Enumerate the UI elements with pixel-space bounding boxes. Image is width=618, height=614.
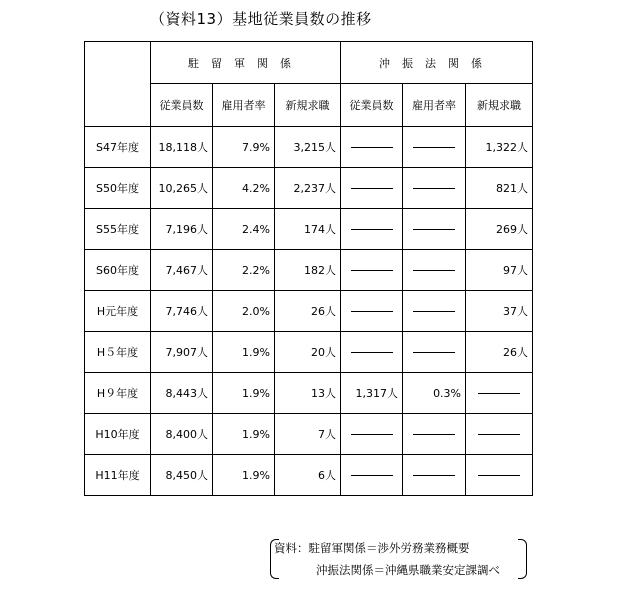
header-sub: 従業員数 xyxy=(341,84,403,127)
employee-table xyxy=(84,41,533,496)
value-cell: 18,118人 xyxy=(151,127,213,168)
empty-dash-cell xyxy=(466,455,533,496)
value-cell: 1.9% xyxy=(213,332,275,373)
empty-dash-cell xyxy=(403,455,466,496)
dash-line xyxy=(413,352,455,353)
dash-line xyxy=(351,229,393,230)
dash-line xyxy=(413,147,455,148)
dash-line xyxy=(478,475,520,476)
table-row xyxy=(85,455,533,496)
year-cell: S47年度 xyxy=(85,127,151,168)
empty-dash-cell xyxy=(341,332,403,373)
value-cell: 7,907人 xyxy=(151,332,213,373)
year-cell: S60年度 xyxy=(85,250,151,291)
year-cell: H11年度 xyxy=(85,455,151,496)
table-row xyxy=(85,168,533,209)
value-cell: 10,265人 xyxy=(151,168,213,209)
value-cell: 821人 xyxy=(466,168,533,209)
dash-line xyxy=(478,434,520,435)
value-cell: 1.9% xyxy=(213,373,275,414)
value-cell: 1,317人 xyxy=(341,373,403,414)
value-cell: 13人 xyxy=(275,373,341,414)
value-cell: 1,322人 xyxy=(466,127,533,168)
dash-line xyxy=(351,311,393,312)
dash-line xyxy=(413,311,455,312)
value-cell: 2.0% xyxy=(213,291,275,332)
value-cell: 0.3% xyxy=(403,373,466,414)
value-cell: 174人 xyxy=(275,209,341,250)
value-cell: 182人 xyxy=(275,250,341,291)
table-row xyxy=(85,291,533,332)
value-cell: 37人 xyxy=(466,291,533,332)
empty-dash-cell xyxy=(341,291,403,332)
header-sub: 新規求職 xyxy=(466,84,533,127)
empty-dash-cell xyxy=(403,168,466,209)
dash-line xyxy=(351,147,393,148)
value-cell: 97人 xyxy=(466,250,533,291)
empty-dash-cell xyxy=(341,127,403,168)
note-bracket-right xyxy=(518,539,527,579)
value-cell: 8,443人 xyxy=(151,373,213,414)
dash-line xyxy=(413,229,455,230)
value-cell: 7.9% xyxy=(213,127,275,168)
value-cell: 4.2% xyxy=(213,168,275,209)
value-cell: 7,746人 xyxy=(151,291,213,332)
value-cell: 2.4% xyxy=(213,209,275,250)
header-sub: 雇用者率 xyxy=(403,84,466,127)
empty-dash-cell xyxy=(403,209,466,250)
empty-dash-cell xyxy=(341,455,403,496)
dash-line xyxy=(478,393,520,394)
table-row xyxy=(85,209,533,250)
header-group-okishin: 沖振法関係 xyxy=(341,42,533,84)
value-cell: 20人 xyxy=(275,332,341,373)
table-row xyxy=(85,414,533,455)
year-cell: H９年度 xyxy=(85,373,151,414)
dash-line xyxy=(351,188,393,189)
dash-line xyxy=(351,352,393,353)
empty-dash-cell xyxy=(341,250,403,291)
empty-dash-cell xyxy=(466,414,533,455)
empty-dash-cell xyxy=(403,250,466,291)
empty-dash-cell xyxy=(341,414,403,455)
source-note-line1: 資料：駐留軍関係＝渉外労務業務概要 xyxy=(274,541,470,555)
dash-line xyxy=(413,270,455,271)
year-cell: S55年度 xyxy=(85,209,151,250)
value-cell: 1.9% xyxy=(213,414,275,455)
value-cell: 2.2% xyxy=(213,250,275,291)
value-cell: 2,237人 xyxy=(275,168,341,209)
header-sub: 雇用者率 xyxy=(213,84,275,127)
dash-line xyxy=(351,270,393,271)
empty-dash-cell xyxy=(341,209,403,250)
value-cell: 8,450人 xyxy=(151,455,213,496)
header-group-garrison: 駐留軍関係 xyxy=(151,42,341,84)
empty-dash-cell xyxy=(403,332,466,373)
table-row xyxy=(85,332,533,373)
header-sub: 新規求職 xyxy=(275,84,341,127)
value-cell: 1.9% xyxy=(213,455,275,496)
table-row xyxy=(85,127,533,168)
value-cell: 7,467人 xyxy=(151,250,213,291)
table-row xyxy=(85,250,533,291)
value-cell: 26人 xyxy=(466,332,533,373)
value-cell: 7,196人 xyxy=(151,209,213,250)
year-cell: H10年度 xyxy=(85,414,151,455)
value-cell: 3,215人 xyxy=(275,127,341,168)
empty-dash-cell xyxy=(403,414,466,455)
value-cell: 269人 xyxy=(466,209,533,250)
year-cell: S50年度 xyxy=(85,168,151,209)
source-note-line2: 沖振法関係＝沖縄県職業安定課調べ xyxy=(316,563,500,577)
corner-cell xyxy=(85,42,151,127)
value-cell: 26人 xyxy=(275,291,341,332)
year-cell: H元年度 xyxy=(85,291,151,332)
empty-dash-cell xyxy=(403,291,466,332)
value-cell: 7人 xyxy=(275,414,341,455)
dash-line xyxy=(413,434,455,435)
value-cell: 8,400人 xyxy=(151,414,213,455)
header-sub: 従業員数 xyxy=(151,84,213,127)
empty-dash-cell xyxy=(403,127,466,168)
year-cell: H５年度 xyxy=(85,332,151,373)
table-row xyxy=(85,373,533,414)
dash-line xyxy=(413,188,455,189)
empty-dash-cell xyxy=(466,373,533,414)
dash-line xyxy=(413,475,455,476)
page-title: （資料13）基地従業員数の推移 xyxy=(150,10,372,28)
dash-line xyxy=(351,475,393,476)
value-cell: 6人 xyxy=(275,455,341,496)
empty-dash-cell xyxy=(341,168,403,209)
dash-line xyxy=(351,434,393,435)
